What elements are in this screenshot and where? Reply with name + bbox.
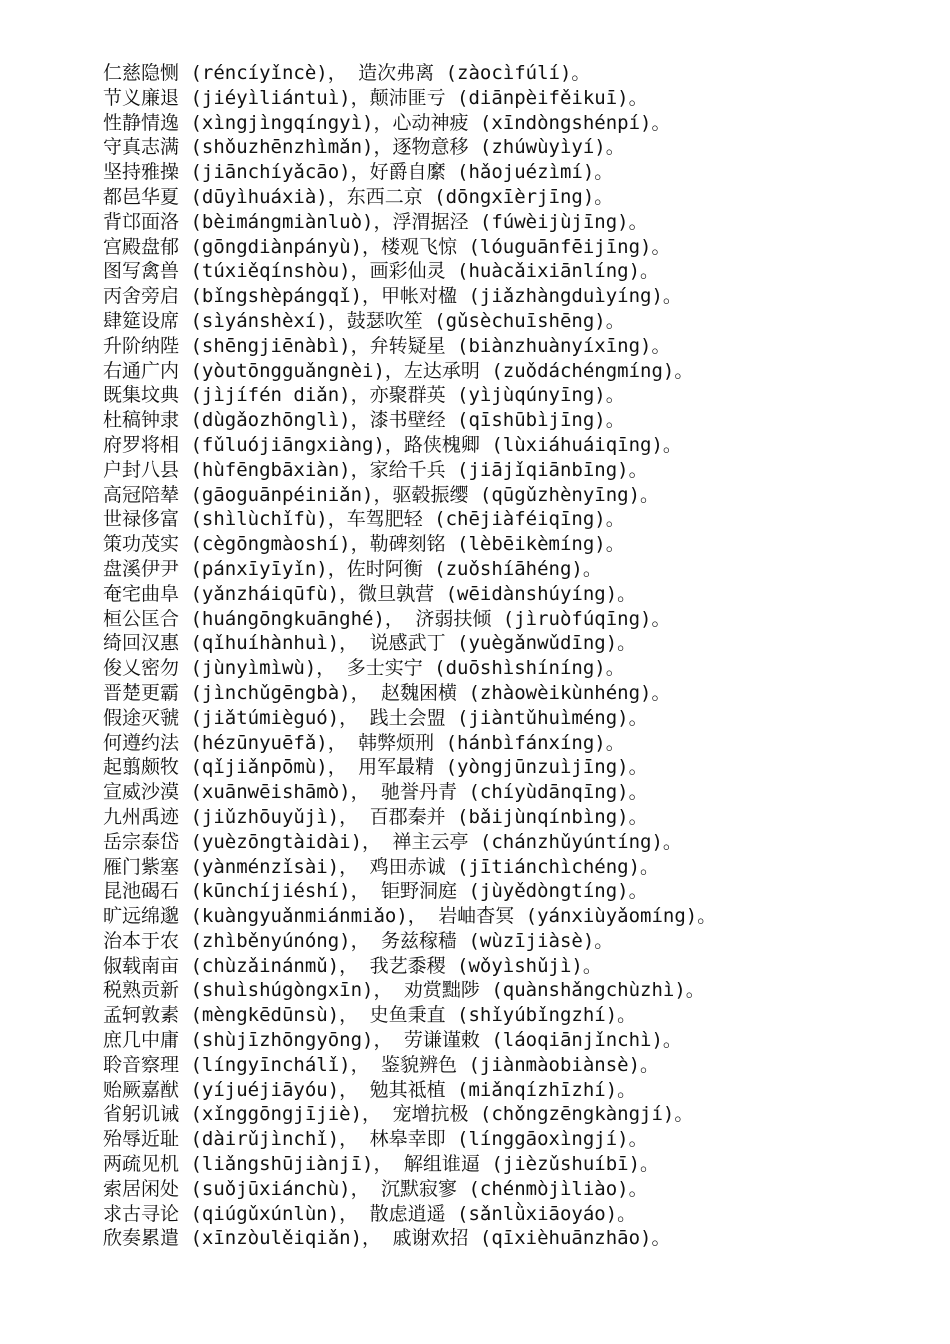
text-line: 索居闲处 (suǒjūxiánchù)， 沉默寂寥 (chénmòjìliào)。	[103, 1177, 648, 1200]
text-line: 宫殿盘郁 (gōngdiànpányù)，楼观飞惊 (lóuguānfēijīng)。	[103, 235, 671, 258]
text-line: 九州禹迹 (jiǔzhōuyǔjì)， 百郡秦并 (bǎijùnqínbìng)。	[103, 805, 648, 828]
text-line: 世禄侈富 (shìlùchǐfù)，车驾肥轻 (chējiàféiqīng)。	[103, 508, 625, 531]
text-line: 殆辱近耻 (dàirǔjìnchǐ)， 林皋幸即 (línggāoxìngjí)。	[103, 1128, 648, 1151]
text-line: 坚持雅操 (jiānchíyǎcāo)，好爵自縻 (hǎojuézìmí)。	[103, 161, 614, 184]
text-line: 贻厥嘉猷 (yíjuéjiāyóu)， 勉其祗植 (miǎnqízhīzhí)。	[103, 1078, 637, 1101]
text-line: 孟轲敦素 (mèngkēdūnsù)， 史鱼秉直 (shǐyúbǐngzhí)。	[103, 1004, 637, 1027]
text-line: 仁慈隐恻 (réncíyǐncè)， 造次弗离 (zàocìfúlí)。	[103, 62, 591, 84]
text-line: 俶载南亩 (chùzǎinánmǔ)， 我艺黍稷 (wǒyìshǔjì)。	[103, 954, 602, 977]
text-line: 省躬讥诫 (xǐnggōngjījiè)， 宠增抗极 (chǒngzēngkàngjí)。	[103, 1103, 694, 1126]
text-line: 升阶纳陛 (shēngjiēnàbì)，弁转疑星 (biànzhuànyíxīng)。	[103, 334, 671, 357]
text-line: 户封八县 (hùfēngbāxiàn)，家给千兵 (jiājǐqiānbīng)。	[103, 458, 648, 481]
document-page	[103, 61, 933, 1251]
text-line: 欣奏累遣 (xīnzòulěiqiǎn)， 戚谢欢招 (qīxièhuānzhāo)。	[103, 1227, 671, 1250]
text-line: 都邑华夏 (dūyìhuáxià)，东西二京 (dōngxīèrjīng)。	[103, 185, 614, 208]
text-line: 策功茂实 (cègōngmàoshí)，勒碑刻铭 (lèbēikèmíng)。	[103, 533, 625, 556]
text-line: 守真志满 (shǒuzhēnzhìmǎn)，逐物意移 (zhúwùyìyí)。	[103, 136, 625, 159]
text-line: 何遵约法 (hézūnyuēfǎ)， 韩弊烦刑 (hánbìfánxíng)。	[103, 731, 625, 754]
text-line: 奄宅曲阜 (yǎnzháiqūfù)，微旦孰营 (wēidànshúyíng)。	[103, 582, 637, 605]
text-line: 庶几中庸 (shùjīzhōngyōng)， 劳谦谨敕 (láoqiānjǐnchì)。	[103, 1029, 682, 1052]
text-line: 两疏见机 (liǎngshūjiànjī)， 解组谁逼 (jièzǔshuíbī)。	[103, 1153, 660, 1176]
text-line: 图写禽兽 (túxiěqínshòu)，画彩仙灵 (huàcǎixiānlíng)。	[103, 260, 660, 283]
text-line: 起翦颇牧 (qǐjiǎnpōmù)， 用军最精 (yòngjūnzuìjīng)。	[103, 756, 648, 779]
text-line: 杜稿钟隶 (dùgǎozhōnglì)，漆书壁经 (qīshūbìjīng)。	[103, 409, 625, 432]
text-line: 节义廉退 (jiéyìliántuì)，颠沛匪亏 (diānpèifěikuī)。	[103, 86, 648, 109]
text-line: 高冠陪辇 (gāoguānpéiniǎn)，驱毂振缨 (qūgǔzhènyīng)。	[103, 483, 660, 506]
text-line: 右通广内 (yòutōngguǎngnèi)，左达承明 (zuǒdáchéngmíng)。	[103, 359, 694, 382]
text-line: 旷远绵邈 (kuàngyuǎnmiánmiǎo)， 岩岫杳冥 (yánxiùyǎomíng)。	[103, 905, 717, 928]
text-line: 性静情逸 (xìngjìngqíngyì)，心动神疲 (xīndòngshénpí)。	[103, 111, 671, 134]
text-line: 聆音察理 (língyīnchálǐ)， 鉴貌辨色 (jiànmàobiànsè)。	[103, 1053, 660, 1076]
text-line: 岳宗泰岱 (yuèzōngtàidài)， 禅主云亭 (chánzhǔyúntíng)。	[103, 830, 682, 853]
text-line: 绮回汉惠 (qǐhuíhànhuì)， 说感武丁 (yuègǎnwǔdīng)。	[103, 632, 637, 655]
text-line: 假途灭虢 (jiǎtúmièguó)， 践土会盟 (jiàntǔhuìméng)。	[103, 706, 648, 729]
text-line: 雁门紫塞 (yànménzǐsài)， 鸡田赤诚 (jītiánchìchéng)。	[103, 855, 660, 878]
text-line: 俊乂密勿 (jùnyìmìwù)， 多士实宁 (duōshìshíníng)。	[103, 657, 625, 680]
text-line: 税熟贡新 (shuìshúgòngxīn)， 劝赏黜陟 (quànshǎngchùzhì)。	[103, 979, 705, 1002]
text-line: 丙舍旁启 (bǐngshèpángqǐ)，甲帐对楹 (jiǎzhàngduìyíng)。	[103, 285, 682, 308]
text-line: 盘溪伊尹 (pánxīyīyǐn)，佐时阿衡 (zuǒshíāhéng)。	[103, 557, 602, 580]
text-line: 治本于农 (zhìběnyúnóng)， 务兹稼穑 (wùzījiàsè)。	[103, 929, 614, 952]
text-line: 府罗将相 (fǔluójiāngxiàng)，路侠槐卿 (lùxiáhuáiqīng)。	[103, 433, 682, 456]
text-line: 肆筵设席 (sìyánshèxí)，鼓瑟吹笙 (gǔsèchuīshēng)。	[103, 309, 625, 332]
text-line: 求古寻论 (qiúgǔxúnlùn)， 散虑逍遥 (sǎnlǜxiāoyáo)。	[103, 1202, 637, 1225]
text-line: 桓公匡合 (huángōngkuānghé)， 济弱扶倾 (jìruòfúqīng)。	[103, 607, 671, 630]
text-line: 背邙面洛 (bèimángmiànluò)，浮渭据泾 (fúwèijùjīng)。	[103, 210, 648, 233]
text-line: 既集坟典 (jìjífén diǎn)，亦聚群英 (yìjùqúnyīng)。	[103, 384, 625, 407]
text-line: 宣威沙漠 (xuānwēishāmò)， 驰誉丹青 (chíyùdānqīng)。	[103, 781, 648, 804]
text-line: 晋楚更霸 (jìnchǔgēngbà)， 赵魏困横 (zhàowèikùnhéng)。	[103, 681, 671, 704]
text-line: 昆池碣石 (kūnchíjiéshí)， 钜野洞庭 (jùyědòngtíng)。	[103, 880, 648, 903]
